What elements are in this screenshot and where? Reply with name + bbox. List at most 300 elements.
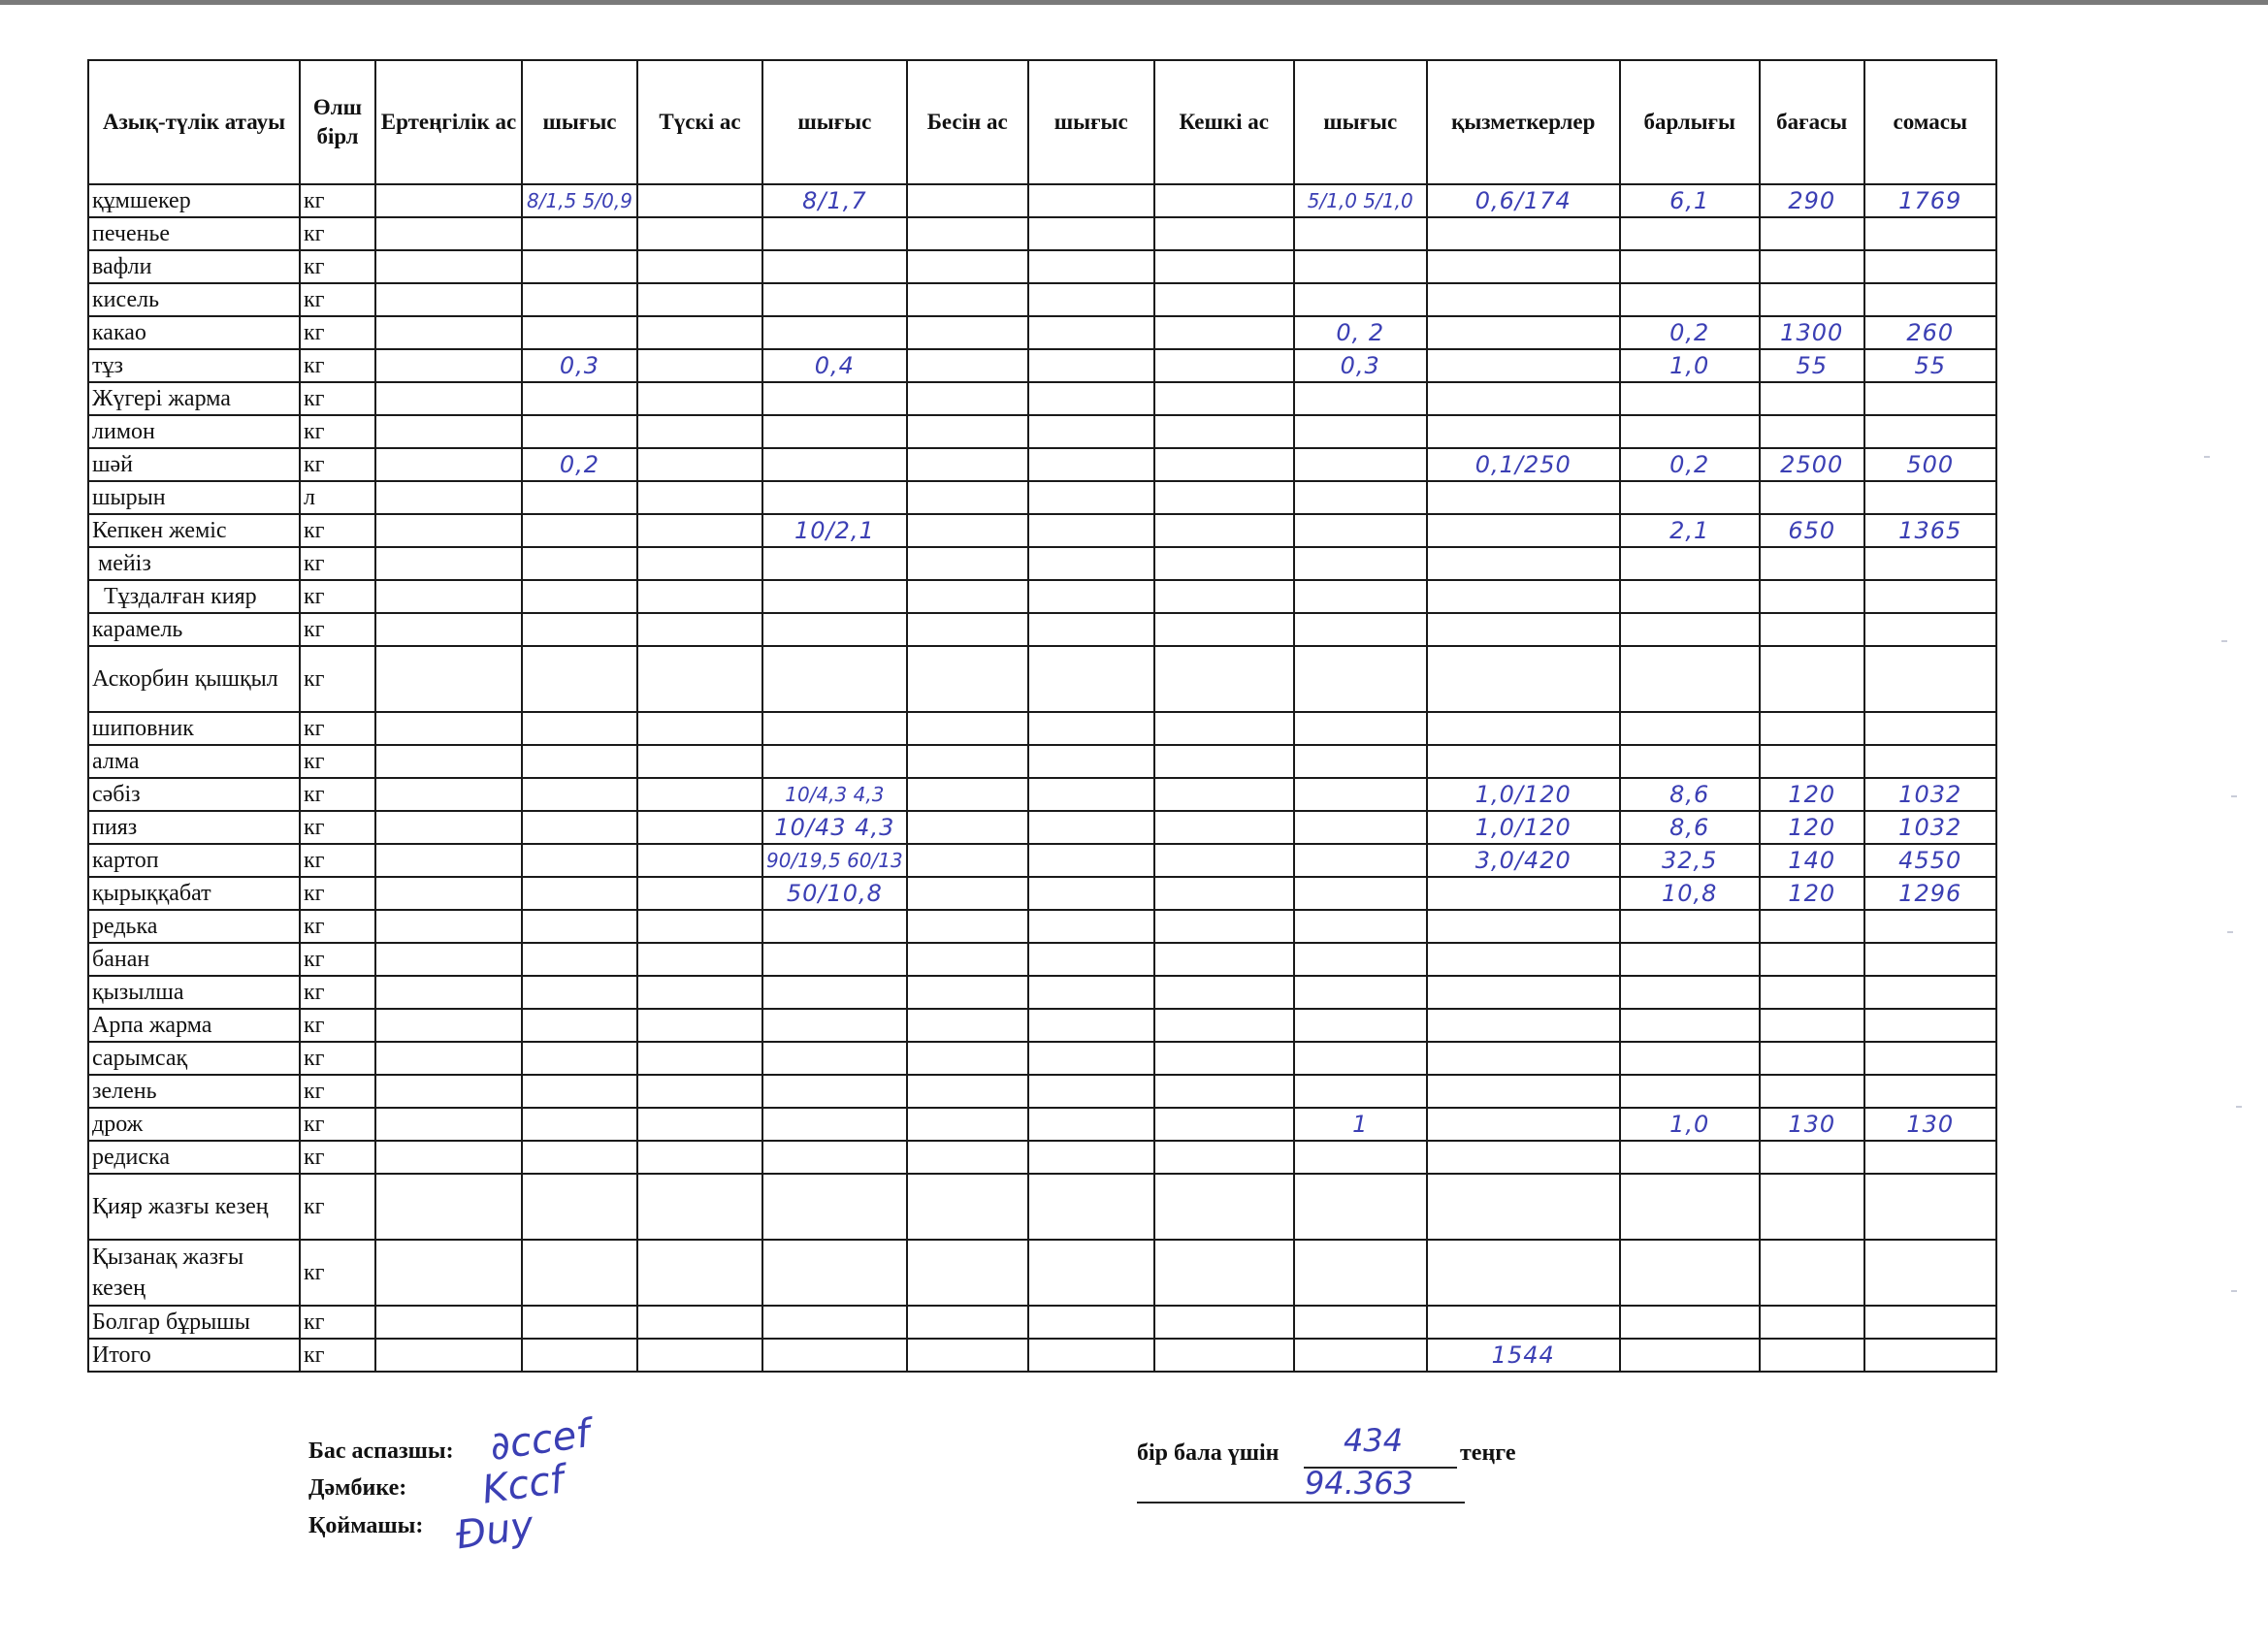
lunch-cell [637, 382, 762, 415]
lunch-cell [637, 745, 762, 778]
lunch-output-cell [762, 943, 907, 976]
lunch-output-cell [762, 283, 907, 316]
staff-cell [1427, 745, 1620, 778]
dinner-cell [1154, 976, 1294, 1009]
table-row [88, 415, 1996, 448]
lunch-output-cell: 50/10,8 [762, 877, 907, 910]
breakfast-output-cell [522, 877, 637, 910]
dinner-output-cell [1294, 877, 1427, 910]
price-cell [1760, 1075, 1864, 1108]
dinner-cell [1154, 547, 1294, 580]
sum-cell: 130 [1864, 1108, 1996, 1141]
staff-cell: 3,0/420 [1427, 844, 1620, 877]
snack-output-cell [1028, 1042, 1154, 1075]
dinner-cell [1154, 1339, 1294, 1372]
lunch-cell [637, 481, 762, 514]
sum-cell: 1296 [1864, 877, 1996, 910]
product-name-cell: Тұздалған кияр [88, 580, 300, 613]
snack-output-cell [1028, 217, 1154, 250]
table-row [88, 811, 1996, 844]
snack-cell [907, 448, 1028, 481]
snack-output-cell [1028, 778, 1154, 811]
total-cell [1620, 547, 1760, 580]
staff-cell [1427, 481, 1620, 514]
breakfast-cell [375, 778, 522, 811]
snack-output-cell [1028, 250, 1154, 283]
sum-cell: 1032 [1864, 778, 1996, 811]
breakfast-cell [375, 1240, 522, 1306]
lunch-cell [637, 217, 762, 250]
snack-output-cell [1028, 877, 1154, 910]
dinner-cell [1154, 580, 1294, 613]
snack-cell [907, 382, 1028, 415]
unit-cell: кг [300, 382, 375, 415]
dinner-output-cell [1294, 778, 1427, 811]
unit-cell: кг [300, 1042, 375, 1075]
unit-cell: кг [300, 1108, 375, 1141]
breakfast-output-cell [522, 1240, 637, 1306]
price-cell [1760, 1009, 1864, 1042]
product-name-cell: Итого [88, 1339, 300, 1372]
table-row [88, 250, 1996, 283]
table-body [88, 184, 1996, 1372]
dinner-output-cell [1294, 283, 1427, 316]
staff-cell [1427, 514, 1620, 547]
sum-cell [1864, 382, 1996, 415]
total-cell [1620, 646, 1760, 712]
price-cell [1760, 1042, 1864, 1075]
lunch-cell [637, 283, 762, 316]
breakfast-cell [375, 448, 522, 481]
lunch-cell [637, 1306, 762, 1339]
breakfast-output-cell [522, 481, 637, 514]
lunch-cell [637, 514, 762, 547]
price-cell [1760, 910, 1864, 943]
dinner-output-cell [1294, 910, 1427, 943]
snack-output-cell [1028, 481, 1154, 514]
total-cell: 1,0 [1620, 349, 1760, 382]
staff-cell [1427, 1141, 1620, 1174]
snack-cell [907, 514, 1028, 547]
dinner-cell [1154, 250, 1294, 283]
price-cell [1760, 943, 1864, 976]
breakfast-output-cell [522, 580, 637, 613]
col-header-sum: сомасы [1864, 60, 1996, 184]
dinner-cell [1154, 613, 1294, 646]
price-cell [1760, 481, 1864, 514]
table-row [88, 844, 1996, 877]
table-row [88, 1075, 1996, 1108]
product-name-cell: редиска [88, 1141, 300, 1174]
unit-cell: кг [300, 547, 375, 580]
breakfast-cell [375, 1141, 522, 1174]
sum-cell [1864, 1174, 1996, 1240]
table-row [88, 976, 1996, 1009]
snack-cell [907, 910, 1028, 943]
lunch-output-cell: 90/19,5 60/13 [762, 844, 907, 877]
snack-output-cell [1028, 448, 1154, 481]
price-cell: 1300 [1760, 316, 1864, 349]
product-name-cell: қызылша [88, 976, 300, 1009]
unit-cell: кг [300, 778, 375, 811]
staff-cell [1427, 382, 1620, 415]
product-name-cell: Арпа жарма [88, 1009, 300, 1042]
dinner-output-cell [1294, 250, 1427, 283]
breakfast-cell [375, 580, 522, 613]
per-child-value: 434 [1344, 1422, 1404, 1459]
dinner-output-cell [1294, 613, 1427, 646]
breakfast-cell [375, 217, 522, 250]
product-name-cell: мейіз [88, 547, 300, 580]
unit-cell: кг [300, 877, 375, 910]
dinner-cell [1154, 877, 1294, 910]
lunch-output-cell [762, 382, 907, 415]
unit-cell: кг [300, 217, 375, 250]
product-name-cell: сарымсақ [88, 1042, 300, 1075]
sum-cell [1864, 910, 1996, 943]
product-name-cell: пияз [88, 811, 300, 844]
table-row [88, 1141, 1996, 1174]
lunch-cell [637, 943, 762, 976]
breakfast-cell [375, 811, 522, 844]
total-cell [1620, 415, 1760, 448]
breakfast-cell [375, 943, 522, 976]
snack-output-cell [1028, 745, 1154, 778]
total-cell [1620, 217, 1760, 250]
total-cell [1620, 712, 1760, 745]
lunch-output-cell [762, 250, 907, 283]
table-row [88, 217, 1996, 250]
table-row [88, 580, 1996, 613]
unit-cell: кг [300, 646, 375, 712]
breakfast-output-cell [522, 1339, 637, 1372]
snack-cell [907, 1339, 1028, 1372]
total-cell [1620, 382, 1760, 415]
table-row [88, 283, 1996, 316]
price-cell [1760, 250, 1864, 283]
snack-output-cell [1028, 382, 1154, 415]
dinner-cell [1154, 184, 1294, 217]
snack-output-cell [1028, 1075, 1154, 1108]
unit-cell: кг [300, 712, 375, 745]
breakfast-cell [375, 316, 522, 349]
breakfast-cell [375, 1042, 522, 1075]
lunch-cell [637, 712, 762, 745]
breakfast-cell [375, 1306, 522, 1339]
dinner-output-cell [1294, 1042, 1427, 1075]
dinner-output-cell [1294, 844, 1427, 877]
table-row [88, 1339, 1996, 1372]
table-row [88, 382, 1996, 415]
col-header-staff: қызметкерлер [1427, 60, 1620, 184]
dinner-output-cell [1294, 1075, 1427, 1108]
breakfast-cell [375, 1339, 522, 1372]
sum-cell [1864, 1339, 1996, 1372]
dinner-output-cell [1294, 1339, 1427, 1372]
snack-cell [907, 547, 1028, 580]
total-cell: 10,8 [1620, 877, 1760, 910]
breakfast-cell [375, 1174, 522, 1240]
lunch-output-cell: 10/4,3 4,3 [762, 778, 907, 811]
dinner-output-cell [1294, 547, 1427, 580]
snack-output-cell [1028, 613, 1154, 646]
dinner-output-cell [1294, 1174, 1427, 1240]
dinner-output-cell [1294, 481, 1427, 514]
lunch-cell [637, 349, 762, 382]
price-cell [1760, 646, 1864, 712]
sum-cell: 500 [1864, 448, 1996, 481]
dinner-cell [1154, 778, 1294, 811]
dinner-cell [1154, 349, 1294, 382]
staff-cell [1427, 547, 1620, 580]
dinner-cell [1154, 316, 1294, 349]
price-cell [1760, 382, 1864, 415]
table-row [88, 316, 1996, 349]
price-cell [1760, 547, 1864, 580]
total-cell [1620, 481, 1760, 514]
unit-cell: кг [300, 250, 375, 283]
staff-cell [1427, 1075, 1620, 1108]
breakfast-cell [375, 844, 522, 877]
table-row [88, 1108, 1996, 1141]
sum-cell: 55 [1864, 349, 1996, 382]
lunch-cell [637, 547, 762, 580]
product-name-cell: лимон [88, 415, 300, 448]
total-cell: 32,5 [1620, 844, 1760, 877]
total-cell: 0,2 [1620, 316, 1760, 349]
breakfast-output-cell [522, 514, 637, 547]
price-cell: 120 [1760, 811, 1864, 844]
lunch-output-cell [762, 1306, 907, 1339]
sum-cell [1864, 1075, 1996, 1108]
dinner-cell [1154, 481, 1294, 514]
unit-cell: кг [300, 1009, 375, 1042]
unit-cell: кг [300, 349, 375, 382]
storekeeper-signature: Ɖuy [453, 1503, 536, 1559]
table-row [88, 778, 1996, 811]
product-name-cell: зелень [88, 1075, 300, 1108]
snack-cell [907, 316, 1028, 349]
total-cell [1620, 1306, 1760, 1339]
staff-cell: 1,0/120 [1427, 811, 1620, 844]
breakfast-cell [375, 481, 522, 514]
staff-cell [1427, 217, 1620, 250]
sum-cell: 260 [1864, 316, 1996, 349]
dinner-cell [1154, 811, 1294, 844]
sum-cell [1864, 712, 1996, 745]
sum-cell [1864, 580, 1996, 613]
lunch-cell [637, 613, 762, 646]
dinner-output-cell [1294, 580, 1427, 613]
snack-output-cell [1028, 811, 1154, 844]
total-cell: 1,0 [1620, 1108, 1760, 1141]
sum-cell [1864, 745, 1996, 778]
product-name-cell: Жүгері жарма [88, 382, 300, 415]
dietitian-signature: Kccf [479, 1457, 567, 1513]
staff-cell [1427, 1306, 1620, 1339]
breakfast-output-cell [522, 613, 637, 646]
snack-cell [907, 1108, 1028, 1141]
breakfast-cell [375, 415, 522, 448]
table-row [88, 712, 1996, 745]
col-header-snack-output: шығыс [1028, 60, 1154, 184]
total-underline [1137, 1502, 1465, 1504]
col-header-price: бағасы [1760, 60, 1864, 184]
unit-cell: кг [300, 415, 375, 448]
breakfast-cell [375, 547, 522, 580]
product-name-cell: карамель [88, 613, 300, 646]
dinner-cell [1154, 1042, 1294, 1075]
breakfast-cell [375, 1009, 522, 1042]
snack-output-cell [1028, 1141, 1154, 1174]
table-row [88, 1174, 1996, 1240]
staff-cell [1427, 613, 1620, 646]
lunch-cell [637, 316, 762, 349]
lunch-output-cell: 0,4 [762, 349, 907, 382]
sum-cell [1864, 1306, 1996, 1339]
snack-cell [907, 1240, 1028, 1306]
price-cell [1760, 976, 1864, 1009]
price-cell [1760, 415, 1864, 448]
breakfast-output-cell [522, 217, 637, 250]
staff-cell: 1544 [1427, 1339, 1620, 1372]
dinner-cell [1154, 943, 1294, 976]
lunch-output-cell [762, 1042, 907, 1075]
product-name-cell: Аскорбин қышқыл [88, 646, 300, 712]
staff-cell [1427, 316, 1620, 349]
snack-cell [907, 811, 1028, 844]
breakfast-cell [375, 349, 522, 382]
snack-output-cell [1028, 1240, 1154, 1306]
product-name-cell: Қияр жазғы кезең [88, 1174, 300, 1240]
snack-cell [907, 613, 1028, 646]
lunch-cell [637, 415, 762, 448]
price-cell: 130 [1760, 1108, 1864, 1141]
snack-cell [907, 1075, 1028, 1108]
product-name-cell: алма [88, 745, 300, 778]
snack-cell [907, 184, 1028, 217]
breakfast-output-cell [522, 712, 637, 745]
dinner-output-cell: 5/1,0 5/1,0 [1294, 184, 1427, 217]
product-name-cell: банан [88, 943, 300, 976]
breakfast-output-cell [522, 316, 637, 349]
dinner-cell [1154, 1075, 1294, 1108]
dinner-cell [1154, 712, 1294, 745]
unit-cell: кг [300, 514, 375, 547]
price-cell: 55 [1760, 349, 1864, 382]
lunch-output-cell [762, 547, 907, 580]
table-row [88, 613, 1996, 646]
lunch-cell [637, 1240, 762, 1306]
breakfast-output-cell [522, 745, 637, 778]
sum-cell [1864, 217, 1996, 250]
dinner-cell [1154, 415, 1294, 448]
unit-cell: кг [300, 283, 375, 316]
snack-cell [907, 580, 1028, 613]
snack-cell [907, 250, 1028, 283]
breakfast-output-cell [522, 811, 637, 844]
lunch-cell [637, 811, 762, 844]
sum-cell: 1032 [1864, 811, 1996, 844]
breakfast-cell [375, 184, 522, 217]
snack-cell [907, 976, 1028, 1009]
table-row [88, 547, 1996, 580]
lunch-output-cell [762, 1174, 907, 1240]
dinner-cell [1154, 1009, 1294, 1042]
breakfast-output-cell [522, 415, 637, 448]
breakfast-output-cell [522, 1306, 637, 1339]
sum-cell [1864, 1141, 1996, 1174]
lunch-output-cell [762, 1339, 907, 1372]
breakfast-output-cell [522, 778, 637, 811]
dinner-output-cell: 1 [1294, 1108, 1427, 1141]
sum-cell [1864, 943, 1996, 976]
lunch-output-cell [762, 1240, 907, 1306]
dinner-cell [1154, 1306, 1294, 1339]
unit-cell: кг [300, 811, 375, 844]
lunch-output-cell [762, 745, 907, 778]
breakfast-cell [375, 646, 522, 712]
snack-cell [907, 844, 1028, 877]
price-cell [1760, 283, 1864, 316]
lunch-cell [637, 184, 762, 217]
breakfast-output-cell: 8/1,5 5/0,9 [522, 184, 637, 217]
total-cell [1620, 1141, 1760, 1174]
lunch-output-cell [762, 481, 907, 514]
dinner-cell [1154, 910, 1294, 943]
breakfast-cell [375, 745, 522, 778]
dinner-output-cell [1294, 745, 1427, 778]
snack-output-cell [1028, 646, 1154, 712]
col-header-breakfast: Ертеңгілік ас [375, 60, 522, 184]
lunch-output-cell [762, 415, 907, 448]
breakfast-output-cell [522, 910, 637, 943]
snack-cell [907, 415, 1028, 448]
lunch-output-cell [762, 1009, 907, 1042]
price-cell [1760, 1306, 1864, 1339]
snack-cell [907, 1042, 1028, 1075]
chef-label: Бас аспазшы: [308, 1439, 454, 1464]
col-header-lunch: Түскі ас [637, 60, 762, 184]
dinner-output-cell [1294, 514, 1427, 547]
lunch-output-cell [762, 646, 907, 712]
breakfast-output-cell [522, 1174, 637, 1240]
breakfast-output-cell [522, 943, 637, 976]
dietitian-label: Дәмбике: [308, 1475, 407, 1501]
col-header-unit: Өлш бірл [300, 60, 375, 184]
lunch-output-cell [762, 976, 907, 1009]
table-row [88, 877, 1996, 910]
product-name-cell: вафли [88, 250, 300, 283]
unit-cell: кг [300, 943, 375, 976]
table-row [88, 910, 1996, 943]
dinner-cell [1154, 514, 1294, 547]
unit-cell: кг [300, 613, 375, 646]
snack-output-cell [1028, 184, 1154, 217]
dinner-output-cell [1294, 1009, 1427, 1042]
unit-cell: кг [300, 1174, 375, 1240]
total-cell [1620, 910, 1760, 943]
staff-cell: 0,1/250 [1427, 448, 1620, 481]
lunch-output-cell: 10/43 4,3 [762, 811, 907, 844]
dinner-output-cell [1294, 1240, 1427, 1306]
unit-cell: кг [300, 316, 375, 349]
lunch-cell [637, 1075, 762, 1108]
breakfast-output-cell [522, 1141, 637, 1174]
breakfast-cell [375, 514, 522, 547]
dinner-output-cell [1294, 217, 1427, 250]
snack-cell [907, 217, 1028, 250]
